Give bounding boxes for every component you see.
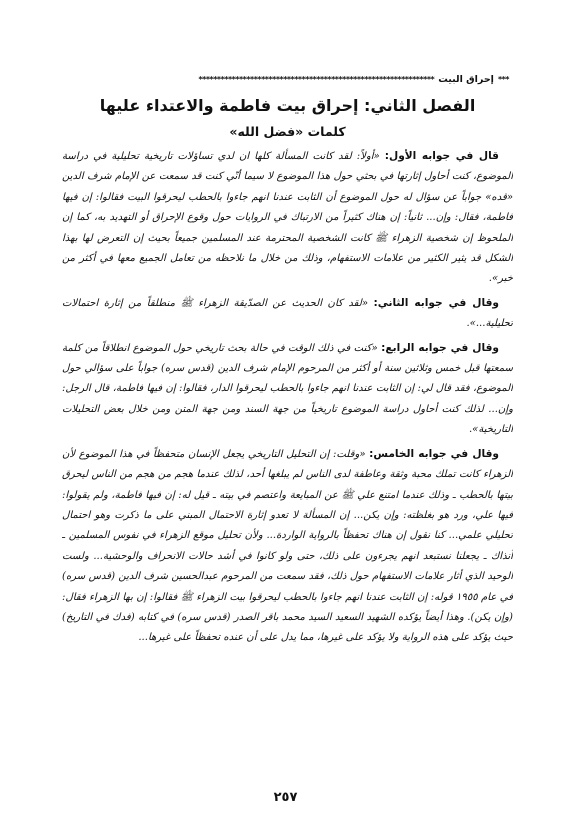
paragraph-quote: «وقلت: إن التحليل التاريخي يجعل الإنسان متحفظاً في هذا الموضوع لأن الزهراء كانت تملك محبة وثقة وعاطفة لدى الناس لم يبلغها أحد، لذلك عندما هجم من هجم من الناس ليحرق بيتها بالحطب ـ وذلك عندما امتنع علي ﷺ عن المبايعة واعتصم في بيته ـ قيل له: إن فيها فاطمة، ولم يقولوا: فيها علي، ورد هو بغلظته: وإن يكن... إن المسألة لا تعدو إثارة الاحتمال المبني على ما ذكرت وهو احتمال تحليلي علمي... كنا نقول إن هناك تحفظاً بالرواية الواردة... ولأن تحليل موقع الزهراء في نفوس المسلمين ـ آنذاك ـ يجعلنا نستبعد انهم يجرءون على ذلك، حتى ولو كانوا في أشد حالات الانحراف والوحشية... ولست الوحيد الذي أثار علامات الاستفهام حول ذلك، فقد سمعت من المرحوم عبدالحسين شرف الدين (قدس سره) في عام ١٩٥٥ قوله: إن الثابت عندنا انهم جاءوا بالحطب ليحرقوا بيت الزهراء ﷺ فقالوا: إن بها الزهراء فقال: (وإن يكن). وهذا أيضاً يؤكده الشهيد السعيد السيد محمد باقر الصدر (قدس سره) في كتابه (فدك في التاريخ) حيث يؤكد على هذه الرواية ولا يؤكد على غيرها، مما يدل على أن عنده تحفظاً على غيرها... [62,448,513,644]
running-header [62,72,513,86]
header-stars-right: *** [497,74,509,84]
paragraph-quote: «لقد كان الحديث عن الصدّيقة الزهراء ﷺ منطلقاً من إثارة احتمالات تحليلية...». [62,297,513,330]
paragraph-lead: قال في جوابه الأول: [384,150,499,162]
paragraph-quote: «أولاً: لقد كانت المسألة كلها ان لدي تساؤلات تاريخية تحليلية في دراسة الموضوع، كنت أحاول إثارتها في بحثي حول هذا الموضوع لا سيما أنّي كنت قد سمعت عن الإمام شرف الدين «قده» جواباً عن سؤال له حول الموضوع أن الثابت عندنا انهم جاءوا بالحطب ليحرقوا البيت فقالوا: إن فيها فاطمة، فقال: وإن... ثانياً: إن هناك كثيراً من الارتباك في الروايات حول وقوع الإحراق أو التهديد به، كما إن الملحوظ إن شخصية الزهراء ﷺ كانت الشخصية المحترمة عند المسلمين جميعاً بحيث إن التعرض لها بهذا الشكل قد يثير الكثير من علامات الاستفهام، وذلك من خلال ما نلاحظه من تعامل الجميع معها في أكثر من خبر». [62,151,513,285]
section-subtitle: كلمات «فضل الله» [229,124,346,139]
paragraph-answer-5 [62,444,513,649]
paragraph-answer-4 [62,338,513,441]
paragraph-quote: «كنت في ذلك الوقت في حالة بحث تاريخي حول الموضوع انطلاقاً من كلمة سمعتها قبل خمس وثلاثين سنة أو أكثر من المرحوم الإمام شرف الدين (قدس سره) جواباً على سؤالي حول الموضوع، فقد قال لي: إن الثابت عندنا انهم جاءوا بالحطب ليحرقوا الدار، فقالوا: إن فيها فاطمة، قال الرجل: وإن... لذلك كنت أحاول دراسة الموضوع تاريخياً من جهة السند ومن جهة المتن ومن خلال بعض التحليلات التاريخية». [62,342,513,436]
body-text [62,146,513,774]
paragraph-answer-2 [62,293,513,335]
paragraph-lead: وقال في جوابه الثاني: [373,296,499,309]
page-number: ٢٥٧ [273,790,298,805]
paragraph-lead: وقال في جوابه الرابع: [381,341,499,354]
paragraph-lead: وقال في جوابه الخامس: [369,447,500,460]
header-stars-left: **************************************************************** [198,74,435,84]
chapter-title: الفصل الثاني: إحراق بيت فاطمة والاعتداء عليها [99,96,476,115]
paragraph-answer-1 [62,146,513,290]
running-title: إحراق البيت [438,73,494,85]
